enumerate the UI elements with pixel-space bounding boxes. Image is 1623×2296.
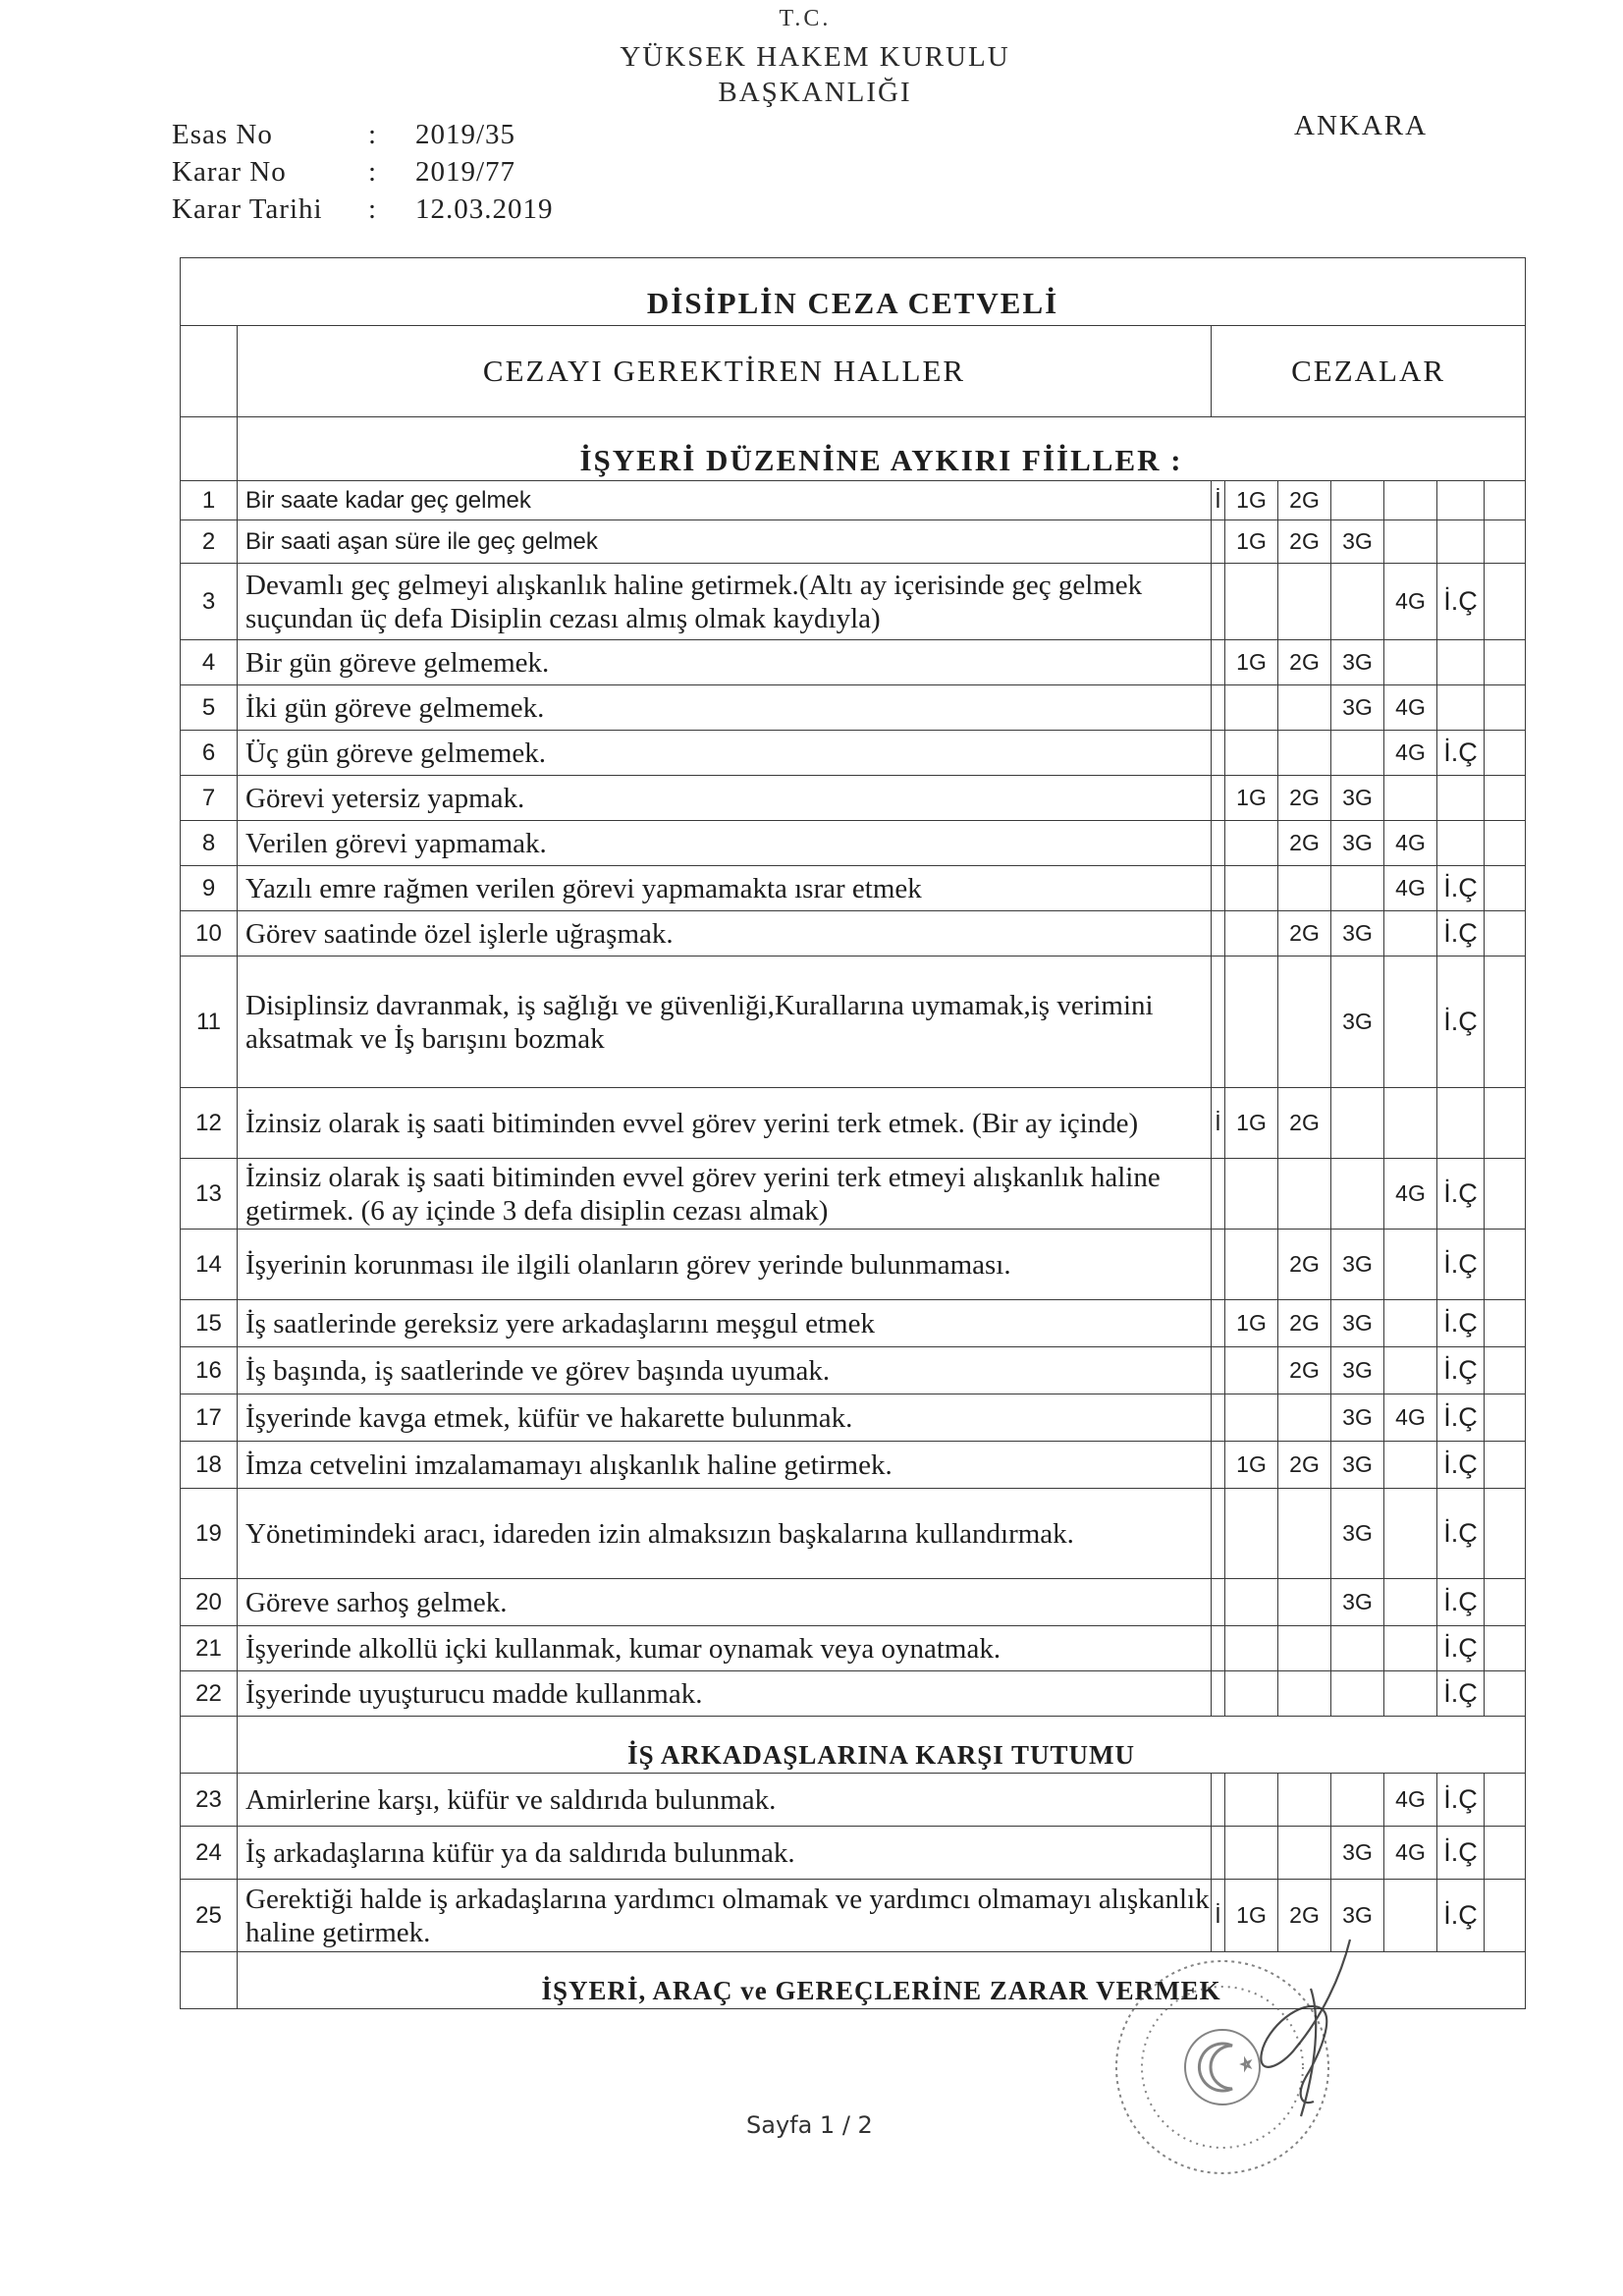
penalty-cell: 2G [1278,520,1331,564]
case-description: Üç gün göreve gelmemek. [238,731,1212,776]
penalty-cell [1384,911,1437,957]
penalty-cell: 4G [1384,1394,1437,1442]
penalty-cell: 2G [1278,1347,1331,1394]
case-description: Amirlerine karşı, küfür ve saldırıda bulunmak. [238,1774,1212,1827]
city-label: ANKARA [1294,110,1429,141]
penalty-cell: İ.Ç [1437,1394,1485,1442]
case-description: Göreve sarhoş gelmek. [238,1579,1212,1626]
institution-line-1: YÜKSEK HAKEM KURULU [620,41,1010,73]
penalty-cell: İ [1212,481,1225,520]
penalty-cell [1437,640,1485,685]
case-description: Yönetimindeki aracı, idareden izin almaksızın başkalarına kullandırmak. [238,1489,1212,1579]
page-number: Sayfa 1 / 2 [746,2111,873,2139]
penalty-cell [1331,731,1384,776]
penalty-cell-blank [1485,1880,1526,1952]
penalty-cell [1331,564,1384,640]
table-row [181,1442,1526,1489]
table-row [181,866,1526,911]
penalty-cell [1384,957,1437,1088]
penalty-cell [1384,520,1437,564]
penalty-cell [1384,1300,1437,1347]
penalty-cell [1225,1579,1278,1626]
penalty-cell [1212,1579,1225,1626]
penalty-cell [1212,1230,1225,1300]
case-description: Bir saati aşan süre ile geç gelmek [238,520,1212,564]
penalty-cell: 2G [1278,1300,1331,1347]
penalty-cell [1331,1159,1384,1230]
penalty-cell [1437,821,1485,866]
penalty-cell [1212,1442,1225,1489]
case-description: Disiplinsiz davranmak, iş sağlığı ve güvenliği,Kurallarına uymamak,iş verimini aksatmak ve İş barışını bozmak [238,957,1212,1088]
penalty-cell [1384,1671,1437,1717]
table-row [181,1671,1526,1717]
case-description: Bir gün göreve gelmemek. [238,640,1212,685]
penalty-cell: İ.Ç [1437,564,1485,640]
penalty-cell [1212,957,1225,1088]
table-row [181,1088,1526,1159]
penalty-cell-blank [1485,520,1526,564]
table-row [181,1489,1526,1579]
penalty-cell [1278,564,1331,640]
penalty-cell: İ.Ç [1437,911,1485,957]
penalty-cell: İ.Ç [1437,1827,1485,1880]
row-number: 14 [181,1230,238,1300]
case-description: İş başında, iş saatlerinde ve görev başında uyumak. [238,1347,1212,1394]
case-description: İzinsiz olarak iş saati bitiminden evvel görev yerini terk etmek. (Bir ay içinde) [238,1088,1212,1159]
penalty-cell [1278,1774,1331,1827]
case-description: Verilen görevi yapmamak. [238,821,1212,866]
penalty-cell: 1G [1225,776,1278,821]
penalty-cell-blank [1485,1230,1526,1300]
penalty-cell: 3G [1331,1880,1384,1952]
penalty-cell [1331,866,1384,911]
penalty-cell [1225,1827,1278,1880]
penalty-cell [1212,564,1225,640]
table-title-row [181,258,1526,326]
penalty-cell: 4G [1384,1827,1437,1880]
penalty-cell: İ.Ç [1437,1230,1485,1300]
penalty-cell: 1G [1225,520,1278,564]
section-header-row [181,417,1526,481]
penalty-cell [1278,685,1331,731]
case-description: İki gün göreve gelmemek. [238,685,1212,731]
penalty-cell: 4G [1384,1159,1437,1230]
penalty-cell [1212,1300,1225,1347]
penalty-cell [1278,1827,1331,1880]
penalty-cell-blank [1485,911,1526,957]
penalty-cell: 2G [1278,1230,1331,1300]
section-number-blank [181,1717,238,1774]
penalty-cell [1225,911,1278,957]
penalty-cell [1278,1159,1331,1230]
row-number: 6 [181,731,238,776]
row-number: 11 [181,957,238,1088]
penalty-cell: İ.Ç [1437,1774,1485,1827]
penalty-cell [1225,685,1278,731]
penalty-cell [1278,866,1331,911]
penalty-cell [1225,564,1278,640]
table-row [181,1159,1526,1230]
column-header-cases: CEZAYI GEREKTİREN HALLER [238,326,1212,417]
penalty-cell [1212,1827,1225,1880]
penalty-cell [1384,1088,1437,1159]
penalty-table-wrapper [180,257,1525,2056]
penalty-cell: 3G [1331,1827,1384,1880]
penalty-cell-blank [1485,1489,1526,1579]
penalty-cell [1212,731,1225,776]
penalty-cell [1437,481,1485,520]
penalty-cell [1384,1347,1437,1394]
penalty-cell [1225,1230,1278,1300]
penalty-cell: 2G [1278,640,1331,685]
table-row [181,957,1526,1088]
penalty-cell-blank [1485,1827,1526,1880]
penalty-cell: 1G [1225,1088,1278,1159]
penalty-cell [1278,1671,1331,1717]
row-number: 8 [181,821,238,866]
penalty-cell [1225,1774,1278,1827]
case-description: İşyerinde alkollü içki kullanmak, kumar oynamak veya oynatmak. [238,1626,1212,1671]
penalty-cell [1225,1159,1278,1230]
penalty-cell-blank [1485,1300,1526,1347]
row-number: 12 [181,1088,238,1159]
penalty-cell [1384,481,1437,520]
table-row [181,1347,1526,1394]
column-header-row [181,326,1526,417]
table-row [181,911,1526,957]
penalty-cell [1278,1579,1331,1626]
penalty-cell: 3G [1331,1579,1384,1626]
penalty-cell: İ.Ç [1437,1880,1485,1952]
meta-separator: : [368,193,377,225]
row-number: 7 [181,776,238,821]
penalty-cell [1212,1774,1225,1827]
row-number: 3 [181,564,238,640]
row-number: 21 [181,1626,238,1671]
penalty-cell [1437,776,1485,821]
penalty-cell-blank [1485,1394,1526,1442]
penalty-cell: İ [1212,1088,1225,1159]
penalty-cell [1212,911,1225,957]
penalty-cell [1212,866,1225,911]
penalty-cell-blank [1485,685,1526,731]
table-row [181,1230,1526,1300]
penalty-cell-blank [1485,1671,1526,1717]
column-header-blank [181,326,238,417]
table-row [181,564,1526,640]
esas-value: 2019/35 [415,119,516,150]
row-number: 2 [181,520,238,564]
penalty-cell-blank [1485,1774,1526,1827]
penalty-cell [1225,957,1278,1088]
meta-separator: : [368,119,377,150]
penalty-cell-blank [1485,776,1526,821]
penalty-cell [1212,520,1225,564]
section-title: İŞ ARKADAŞLARINA KARŞI TUTUMU [238,1717,1526,1774]
penalty-cell [1278,1626,1331,1671]
penalty-cell [1331,1774,1384,1827]
penalty-cell: 1G [1225,1442,1278,1489]
penalty-cell [1437,1088,1485,1159]
penalty-cell: 3G [1331,1442,1384,1489]
row-number: 5 [181,685,238,731]
penalty-cell [1212,1347,1225,1394]
penalty-cell [1212,1626,1225,1671]
case-description: İşyerinde kavga etmek, küfür ve hakarette bulunmak. [238,1394,1212,1442]
penalty-cell: 1G [1225,1880,1278,1952]
section-number-blank [181,1952,238,2009]
penalty-cell: 4G [1384,685,1437,731]
section-title: İŞYERİ DÜZENİNE AYKIRI FİİLLER : [238,417,1526,481]
penalty-cell [1384,1230,1437,1300]
row-number: 4 [181,640,238,685]
penalty-cell: 3G [1331,911,1384,957]
penalty-cell: 3G [1331,1300,1384,1347]
case-description: Görev saatinde özel işlerle uğraşmak. [238,911,1212,957]
penalty-cell [1437,520,1485,564]
penalty-cell: 2G [1278,821,1331,866]
column-header-penalties: CEZALAR [1212,326,1526,417]
penalty-cell: 3G [1331,776,1384,821]
case-description: İzinsiz olarak iş saati bitiminden evvel görev yerini terk etmeyi alışkanlık haline getirmek. (6 ay içinde 3 defa disiplin cezası almak) [238,1159,1212,1230]
row-number: 15 [181,1300,238,1347]
row-number: 22 [181,1671,238,1717]
case-description: Görevi yetersiz yapmak. [238,776,1212,821]
section-number-blank [181,417,238,481]
penalty-cell-blank [1485,1626,1526,1671]
row-number: 10 [181,911,238,957]
institution-title [550,39,1080,110]
penalty-cell [1331,1671,1384,1717]
penalty-cell [1212,1159,1225,1230]
penalty-cell [1225,866,1278,911]
case-description: Devamlı geç gelmeyi alışkanlık haline getirmek.(Altı ay içerisinde geç gelmek suçundan üç defa Disiplin cezası almış olmak kaydıyla) [238,564,1212,640]
penalty-cell [1384,1880,1437,1952]
table-row [181,1579,1526,1626]
penalty-cell-blank [1485,1347,1526,1394]
penalty-cell [1225,1671,1278,1717]
penalty-cell: 2G [1278,1880,1331,1952]
penalty-cell [1225,821,1278,866]
penalty-cell: 3G [1331,520,1384,564]
penalty-cell: İ.Ç [1437,1300,1485,1347]
row-number: 23 [181,1774,238,1827]
case-description: Gerektiği halde iş arkadaşlarına yardımcı olmamak ve yardımcı olmamayı alışkanlık haline getirmek. [238,1880,1212,1952]
row-number: 13 [181,1159,238,1230]
penalty-cell [1225,731,1278,776]
case-description: İş saatlerinde gereksiz yere arkadaşlarını meşgul etmek [238,1300,1212,1347]
table-row [181,776,1526,821]
case-description: İmza cetvelini imzalamamayı alışkanlık haline getirmek. [238,1442,1212,1489]
penalty-cell: 1G [1225,481,1278,520]
penalty-cell-blank [1485,957,1526,1088]
penalty-cell-blank [1485,1159,1526,1230]
penalty-cell [1212,1394,1225,1442]
penalty-cell [1331,481,1384,520]
penalty-cell: 2G [1278,776,1331,821]
table-row [181,1394,1526,1442]
penalty-cell: İ.Ç [1437,1159,1485,1230]
penalty-table-body [181,258,1526,2009]
table-row [181,685,1526,731]
tarih-value: 12.03.2019 [415,193,554,225]
row-number: 19 [181,1489,238,1579]
penalty-cell: 3G [1331,685,1384,731]
penalty-cell [1212,685,1225,731]
penalty-cell: 4G [1384,564,1437,640]
penalty-cell: 4G [1384,866,1437,911]
row-number: 20 [181,1579,238,1626]
penalty-cell: 4G [1384,1774,1437,1827]
header-tc: T.C. [779,6,832,31]
row-number: 9 [181,866,238,911]
penalty-cell: İ.Ç [1437,1347,1485,1394]
case-description: İşyerinde uyuşturucu madde kullanmak. [238,1671,1212,1717]
penalty-cell [1278,1489,1331,1579]
penalty-cell-blank [1485,640,1526,685]
penalty-cell: 3G [1331,957,1384,1088]
case-description: Yazılı emre rağmen verilen görevi yapmamakta ısrar etmek [238,866,1212,911]
case-description: İşyerinin korunması ile ilgili olanların görev yerinde bulunmaması. [238,1230,1212,1300]
table-title: DİSİPLİN CEZA CETVELİ [181,258,1526,326]
penalty-cell [1278,1394,1331,1442]
penalty-cell [1437,685,1485,731]
penalty-cell-blank [1485,821,1526,866]
penalty-cell-blank [1485,731,1526,776]
table-row [181,1827,1526,1880]
row-number: 24 [181,1827,238,1880]
penalty-cell [1225,1394,1278,1442]
penalty-cell [1212,640,1225,685]
penalty-cell: 2G [1278,1442,1331,1489]
table-row [181,1626,1526,1671]
penalty-cell: 1G [1225,1300,1278,1347]
row-number: 18 [181,1442,238,1489]
penalty-cell: İ.Ç [1437,866,1485,911]
table-row [181,640,1526,685]
penalty-cell [1384,640,1437,685]
penalty-cell [1384,776,1437,821]
case-description: İş arkadaşlarına küfür ya da saldırıda bulunmak. [238,1827,1212,1880]
official-seal-and-signature [1085,1930,1380,2185]
penalty-cell [1384,1626,1437,1671]
table-row [181,821,1526,866]
penalty-cell [1278,731,1331,776]
karar-value: 2019/77 [415,156,516,188]
penalty-cell-blank [1485,481,1526,520]
penalty-cell: İ [1212,1880,1225,1952]
penalty-cell: 4G [1384,821,1437,866]
penalty-cell [1212,821,1225,866]
penalty-cell: İ.Ç [1437,1626,1485,1671]
penalty-cell [1384,1579,1437,1626]
case-meta [172,116,554,228]
penalty-cell: 2G [1278,1088,1331,1159]
table-row [181,1300,1526,1347]
penalty-cell [1278,957,1331,1088]
table-row [181,520,1526,564]
table-row [181,731,1526,776]
penalty-cell [1384,1442,1437,1489]
penalty-cell [1225,1626,1278,1671]
meta-separator: : [368,156,377,188]
institution-line-2: BAŞKANLIĞI [718,77,912,108]
row-number: 17 [181,1394,238,1442]
penalty-cell: 4G [1384,731,1437,776]
section-header-row [181,1717,1526,1774]
row-number: 16 [181,1347,238,1394]
meta-esas-row [172,116,554,153]
penalty-cell: İ.Ç [1437,1442,1485,1489]
penalty-cell: 2G [1278,481,1331,520]
penalty-cell [1212,1671,1225,1717]
penalty-cell: İ.Ç [1437,1579,1485,1626]
penalty-cell: İ.Ç [1437,731,1485,776]
esas-label: Esas No [172,119,273,150]
meta-tarih-row [172,191,554,228]
karar-label: Karar No [172,156,287,188]
penalty-cell: 2G [1278,911,1331,957]
penalty-cell [1331,1088,1384,1159]
penalty-cell-blank [1485,1579,1526,1626]
meta-karar-row [172,153,554,191]
penalty-cell: 3G [1331,1394,1384,1442]
penalty-cell [1212,1489,1225,1579]
penalty-cell: 1G [1225,640,1278,685]
penalty-cell [1212,776,1225,821]
penalty-table [180,257,1526,2009]
penalty-cell [1225,1347,1278,1394]
penalty-cell: 3G [1331,640,1384,685]
penalty-cell: 3G [1331,1347,1384,1394]
penalty-cell-blank [1485,564,1526,640]
penalty-cell: İ.Ç [1437,957,1485,1088]
case-description: Bir saate kadar geç gelmek [238,481,1212,520]
penalty-cell [1225,1489,1278,1579]
penalty-cell: 3G [1331,821,1384,866]
section-title: İŞYERİ, ARAÇ ve GEREÇLERİNE ZARAR VERMEK [238,1952,1526,2009]
penalty-cell: İ.Ç [1437,1489,1485,1579]
seal-graphic [1085,1930,1380,2185]
table-row [181,481,1526,520]
penalty-cell: İ.Ç [1437,1671,1485,1717]
penalty-cell: 3G [1331,1230,1384,1300]
penalty-cell-blank [1485,866,1526,911]
penalty-cell-blank [1485,1442,1526,1489]
penalty-cell [1384,1489,1437,1579]
table-row [181,1774,1526,1827]
penalty-cell-blank [1485,1088,1526,1159]
tarih-label: Karar Tarihi [172,193,323,225]
penalty-cell: 3G [1331,1489,1384,1579]
row-number: 1 [181,481,238,520]
row-number: 25 [181,1880,238,1952]
penalty-cell [1331,1626,1384,1671]
